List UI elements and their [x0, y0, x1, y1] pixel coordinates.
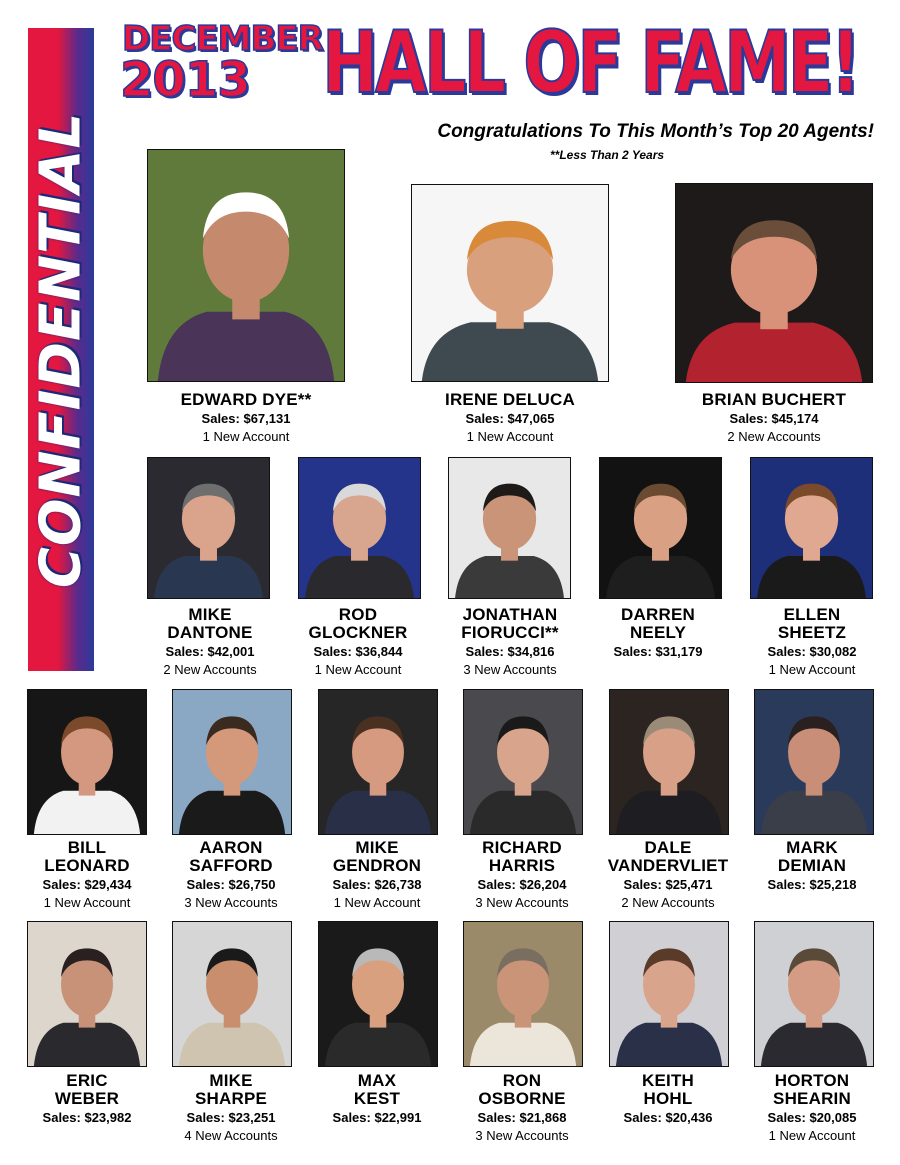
agent-surname: OSBORNE: [478, 1089, 566, 1108]
agent-sales: Sales: $23,251: [186, 1110, 276, 1125]
agent-photo: [298, 457, 421, 599]
agent-sales: Sales: $25,218: [767, 877, 857, 892]
agent-surname: HOHL: [643, 1089, 693, 1108]
agent-photo: [599, 457, 722, 599]
agent-photo: [147, 149, 345, 382]
agent-info: [126, 391, 366, 446]
agent-photo: [27, 921, 147, 1067]
agent-sales: Sales: $42,001: [165, 644, 255, 659]
agent-name: ELLEN: [783, 605, 841, 624]
agent-surname: SHEARIN: [773, 1089, 851, 1108]
agent-name: RON: [502, 1071, 542, 1090]
agent-name: IRENE DELUCA: [445, 390, 575, 409]
agent-accounts: 1 New Account: [768, 1128, 856, 1143]
agent-info: [390, 391, 630, 446]
heading-year: 2013: [120, 52, 250, 108]
agent-surname: VANDERVLIET: [607, 856, 729, 875]
agent-info: [654, 391, 894, 446]
agent-surname: SHEETZ: [777, 623, 847, 642]
agent-info: [692, 839, 900, 893]
agent-photo: [754, 689, 874, 835]
agent-info: [692, 606, 900, 679]
agent-name: AARON: [199, 838, 263, 857]
agent-photo: [318, 921, 438, 1067]
heading-month: DECEMBER: [122, 19, 323, 59]
agent-sales: Sales: $45,174: [729, 411, 819, 426]
agent-info: [692, 1072, 900, 1145]
agent-name: RICHARD: [482, 838, 562, 857]
agent-sales: Sales: $29,434: [42, 877, 132, 892]
agent-accounts: 2 New Accounts: [163, 662, 257, 677]
agent-name: EDWARD DYE**: [180, 390, 312, 409]
agent-accounts: 3 New Accounts: [475, 895, 569, 910]
agent-sales: Sales: $20,085: [767, 1110, 857, 1125]
agent-name: MIKE: [209, 1071, 253, 1090]
agent-surname: HARRIS: [488, 856, 556, 875]
agent-accounts: 4 New Accounts: [184, 1128, 278, 1143]
agent-sales: Sales: $26,204: [477, 877, 567, 892]
heading-title: HALL OF FAME!: [322, 13, 858, 113]
agent-sales: Sales: $20,436: [623, 1110, 713, 1125]
agent-sales: Sales: $26,738: [332, 877, 422, 892]
agent-accounts: 2 New Accounts: [727, 429, 821, 444]
agent-name: MAX: [357, 1071, 397, 1090]
agent-name: MARK: [786, 838, 838, 857]
agent-surname: GLOCKNER: [308, 623, 408, 642]
agent-sales: Sales: $47,065: [465, 411, 555, 426]
agent-photo: [318, 689, 438, 835]
agent-surname: DANTONE: [167, 623, 253, 642]
agent-photo: [463, 921, 583, 1067]
agent-name: ERIC: [66, 1071, 108, 1090]
agent-photo: [147, 457, 270, 599]
agent-accounts: 1 New Account: [314, 662, 402, 677]
agent-name: JONATHAN: [462, 605, 558, 624]
agent-surname: GENDRON: [332, 856, 422, 875]
agent-surname: SHARPE: [194, 1089, 268, 1108]
agent-accounts: 1 New Account: [43, 895, 131, 910]
agent-photo: [27, 689, 147, 835]
agent-name: HORTON: [774, 1071, 850, 1090]
agent-accounts: 2 New Accounts: [621, 895, 715, 910]
agent-sales: Sales: $26,750: [186, 877, 276, 892]
agent-sales: Sales: $30,082: [767, 644, 857, 659]
agent-surname: KEST: [353, 1089, 401, 1108]
agent-sales: Sales: $23,982: [42, 1110, 132, 1125]
agent-surname: SAFFORD: [189, 856, 273, 875]
agent-surname: LEONARD: [44, 856, 130, 875]
heading-subtitle: Congratulations To This Month’s Top 20 Agents!: [437, 121, 874, 142]
agent-name: BRIAN BUCHERT: [701, 390, 847, 409]
agent-photo: [172, 921, 292, 1067]
agent-accounts: 1 New Account: [466, 429, 554, 444]
agent-photo: [675, 183, 873, 383]
agent-name: ROD: [338, 605, 378, 624]
agent-name: BILL: [67, 838, 107, 857]
agent-sales: Sales: $36,844: [313, 644, 403, 659]
agent-sales: Sales: $67,131: [201, 411, 291, 426]
agent-accounts: 3 New Accounts: [463, 662, 557, 677]
agent-sales: Sales: $31,179: [613, 644, 703, 659]
agent-photo: [609, 689, 729, 835]
agent-sales: Sales: $25,471: [623, 877, 713, 892]
agent-accounts: 1 New Account: [202, 429, 290, 444]
agent-accounts: 1 New Account: [768, 662, 856, 677]
agent-accounts: 1 New Account: [333, 895, 421, 910]
agent-sales: Sales: $34,816: [465, 644, 555, 659]
agent-surname: WEBER: [54, 1089, 120, 1108]
agent-surname: DEMIAN: [777, 856, 847, 875]
agent-surname: NEELY: [629, 623, 687, 642]
confidential-banner: [28, 28, 94, 671]
agent-photo: [754, 921, 874, 1067]
agent-photo: [411, 184, 609, 382]
agent-surname: FIORUCCI**: [461, 623, 559, 642]
agent-photo: [463, 689, 583, 835]
agent-photo: [609, 921, 729, 1067]
heading-footnote: **Less Than 2 Years: [550, 148, 665, 162]
agent-name: DALE: [644, 838, 692, 857]
banner-text: CONFIDENTIAL: [28, 111, 94, 588]
agent-photo: [448, 457, 571, 599]
agent-photo: [750, 457, 873, 599]
agent-accounts: 3 New Accounts: [475, 1128, 569, 1143]
agent-sales: Sales: $22,991: [332, 1110, 422, 1125]
agent-name: KEITH: [642, 1071, 694, 1090]
agent-sales: Sales: $21,868: [477, 1110, 567, 1125]
agent-photo: [172, 689, 292, 835]
agent-name: MIKE: [355, 838, 399, 857]
agent-name: MIKE: [188, 605, 232, 624]
agent-accounts: 3 New Accounts: [184, 895, 278, 910]
agent-name: DARREN: [621, 605, 695, 624]
